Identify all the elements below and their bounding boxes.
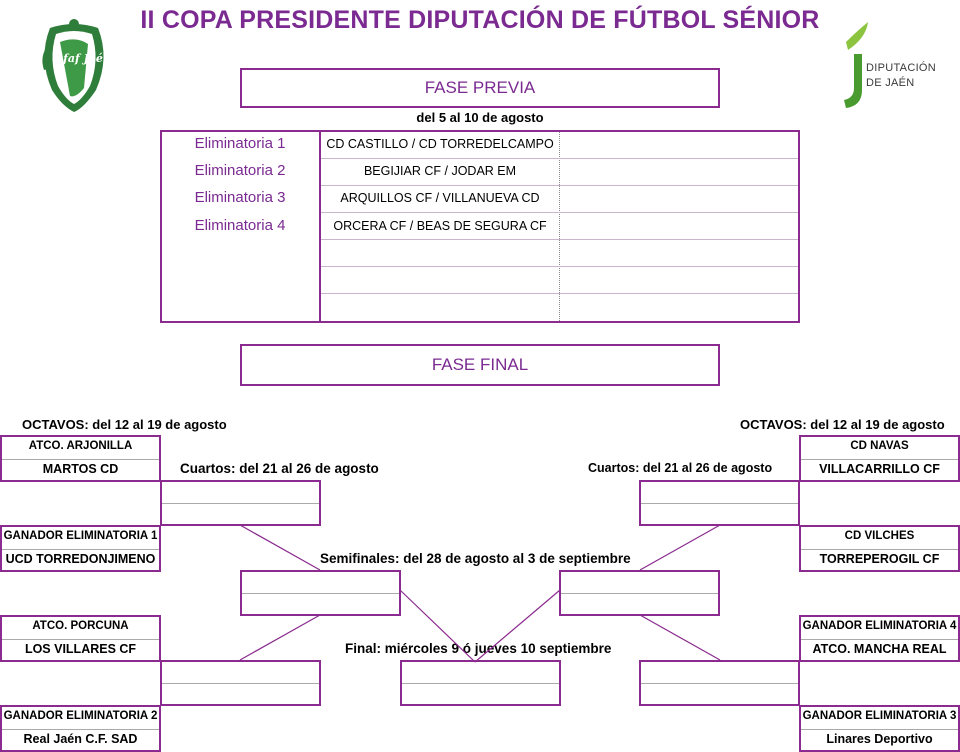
elim-label-2: Eliminatoria 2 — [194, 162, 286, 179]
team-name: GANADOR ELIMINATORIA 3 — [802, 710, 957, 722]
fase-previa-dates: del 5 al 10 de agosto — [416, 110, 544, 125]
octavos-right-dates: OCTAVOS: del 12 al 19 de agosto — [740, 417, 945, 432]
elim-match-3: ARQUILLOS CF / VILLANUEVA CD — [340, 191, 540, 205]
team-name: MARTOS CD — [42, 462, 119, 476]
team-name: ATCO. MANCHA REAL — [812, 642, 947, 656]
diputacion-line2: DE JAÉN — [866, 77, 915, 89]
team-name: ATCO. ARJONILLA — [28, 440, 133, 452]
semifinal-slot-right — [559, 570, 720, 616]
team-name: GANADOR ELIMINATORIA 4 — [802, 620, 957, 632]
team-name: CD VILCHES — [844, 530, 915, 542]
cuartos-slot-left-1 — [160, 480, 321, 526]
elim-match-4: ORCERA CF / BEAS DE SEGURA CF — [333, 219, 547, 233]
final-slot — [400, 660, 561, 706]
team-name: ATCO. PORCUNA — [32, 620, 129, 632]
page-title: II COPA PRESIDENTE DIPUTACIÓN DE FÚTBOL SÉNIOR — [140, 6, 820, 34]
team-name: Real Jaén C.F. SAD — [23, 732, 138, 746]
team-name: VILLACARRILLO CF — [819, 462, 940, 476]
elim-label-4: Eliminatoria 4 — [194, 217, 286, 234]
cuartos-right-dates: Cuartos: del 21 al 26 de agosto — [588, 461, 773, 475]
rfaf-logo-text: Rfaf Jaén — [54, 52, 111, 65]
team-name: GANADOR ELIMINATORIA 2 — [3, 710, 158, 722]
team-name: GANADOR ELIMINATORIA 1 — [3, 530, 158, 542]
team-name: UCD TORREDONJIMENO — [5, 552, 156, 566]
elim-match-2: BEGIJIAR CF / JODAR EM — [363, 164, 517, 178]
cuartos-slot-right-2 — [639, 660, 800, 706]
team-name: CD NAVAS — [850, 440, 909, 452]
fase-previa-header: FASE PREVIA — [240, 68, 720, 108]
cuartos-left-dates: Cuartos: del 21 al 26 de agosto — [180, 461, 379, 476]
octavos-left-dates: OCTAVOS: del 12 al 19 de agosto — [22, 417, 227, 432]
final-dates: Final: miércoles 9 ó jueves 10 septiembre — [345, 641, 612, 656]
elim-label-1: Eliminatoria 1 — [194, 135, 286, 152]
diputacion-line1: DIPUTACIÓN — [866, 62, 937, 74]
team-name: LOS VILLARES CF — [24, 642, 137, 656]
cuartos-slot-left-2 — [160, 660, 321, 706]
semifinal-slot-left — [240, 570, 401, 616]
elim-label-3: Eliminatoria 3 — [194, 189, 286, 206]
team-name: Linares Deportivo — [826, 732, 933, 746]
elim-match-1: CD CASTILLO / CD TORREDELCAMPO — [326, 137, 554, 151]
fase-final-header: FASE FINAL — [240, 344, 720, 386]
cuartos-slot-right-1 — [639, 480, 800, 526]
semifinales-dates: Semifinales: del 28 de agosto al 3 de septiembre — [320, 551, 631, 566]
team-name: TORREPEROGIL CF — [819, 552, 940, 566]
